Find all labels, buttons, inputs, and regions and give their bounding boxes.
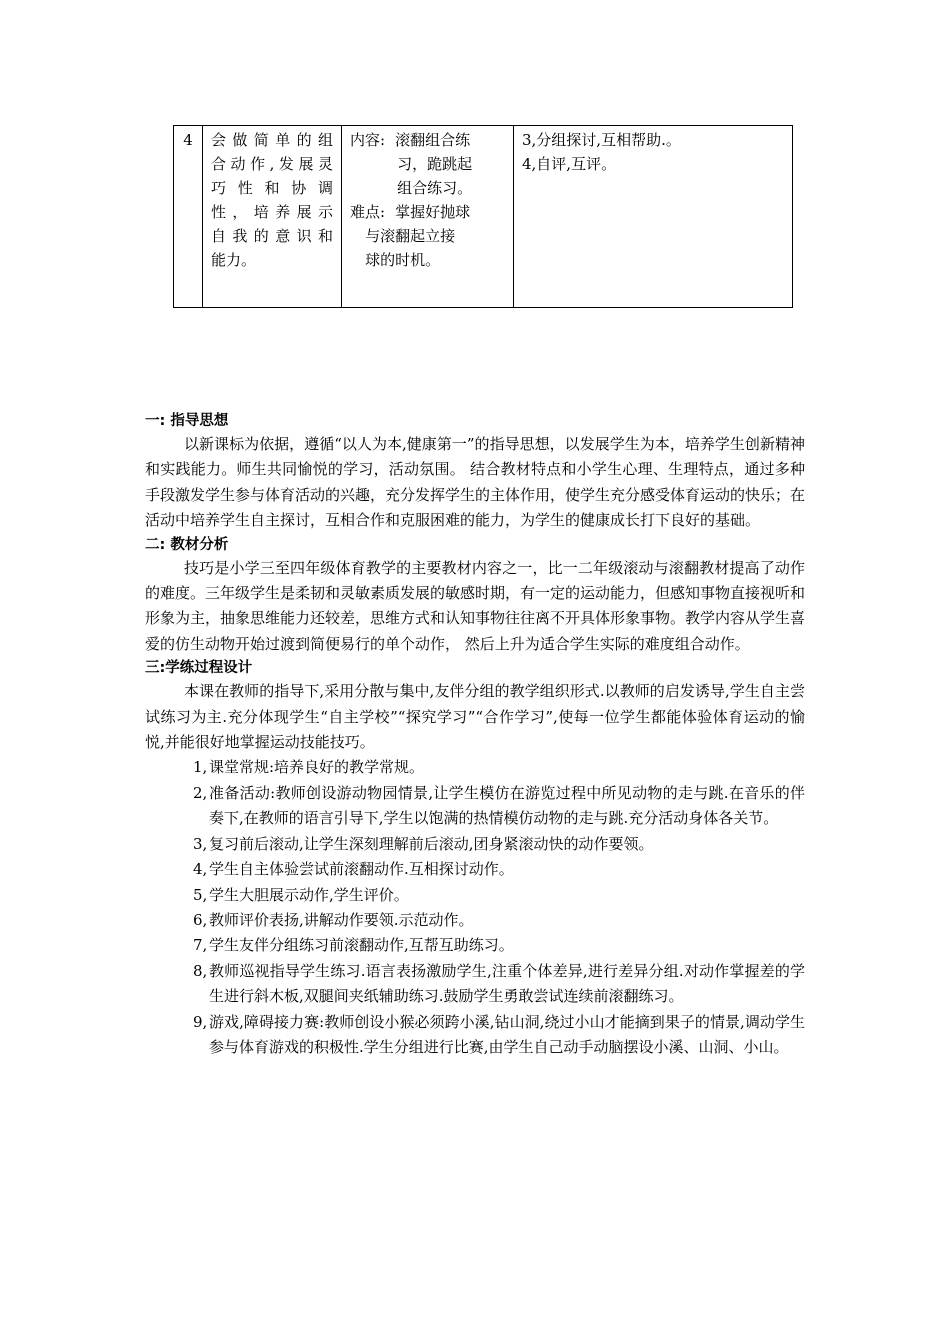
step-text: 教师评价表扬,讲解动作要领.示范动作。 (209, 910, 474, 929)
steps-list (145, 755, 805, 1060)
list-item (145, 1010, 805, 1061)
method-cell (514, 126, 793, 308)
content-block (350, 128, 505, 200)
row-number: 4 (174, 126, 203, 308)
step-number: 8, (193, 961, 208, 980)
goal-line: 巧性和协调 (211, 179, 333, 197)
content-label: 内容: (350, 131, 386, 149)
step-number: 9, (193, 1012, 208, 1031)
content-line: 组合练习。 (397, 179, 473, 197)
list-item (145, 959, 805, 1010)
table-row (174, 126, 793, 308)
content-cell (342, 126, 514, 308)
step-number: 6, (193, 910, 208, 929)
step-number: 5, (193, 885, 208, 904)
content-line: 滚翻组合练 (395, 131, 471, 149)
difficulty-line: 球的时机。 (365, 251, 441, 269)
step-number: 3, (193, 834, 208, 853)
goal-line: 性，培养展示 (211, 203, 333, 221)
method-line: 4,自评,互评。 (522, 155, 617, 173)
list-item (145, 908, 805, 933)
list-item (145, 755, 805, 780)
difficulty-label: 难点: (350, 203, 386, 221)
list-item (145, 781, 805, 832)
section-heading: 三:学练过程设计 (145, 660, 253, 677)
difficulty-line: 掌握好抛球 (395, 203, 471, 221)
step-text: 学生自主体验尝试前滚翻动作.互相探讨动作。 (209, 860, 514, 879)
step-number: 1, (193, 758, 208, 777)
goal-line: 自我的意识和 (211, 227, 333, 245)
step-number: 7, (193, 936, 208, 955)
lesson-table (173, 125, 793, 308)
step-text: 教师巡视指导学生练习.语言表扬激励学生,注重个体差异,进行差异分组.对动作掌握差的学生进行斜木板,双腿间夹纸辅助练习.鼓励学生勇敢尝试连续前滚翻练习。 (209, 961, 805, 1006)
list-item (145, 883, 805, 908)
section-paragraph: 技巧是小学三至四年级体育教学的主要教材内容之一，比一二年级滚动与滚翻教材提高了动作的难度。三年级学生是柔韧和灵敏素质发展的敏感时期，有一定的运动能力，但感知事物直接视听和形象为主，抽象思维能力还较差，思维方式和认知事物往往离不开具体形象事物。教学内容从学生喜爱的仿生动物开始过渡到简便易行的单个动作， 然后上升为适合学生实际的难度组合动作。 (145, 558, 806, 653)
step-text: 准备活动:教师创设游动物园情景,让学生模仿在游览过程中所见动物的走与跳.在音乐的伴奏下,在教师的语言引导下,学生以饱满的热情模仿动物的走与跳.充分活动身体各关节。 (209, 783, 805, 828)
document-body (145, 410, 805, 1060)
list-item (145, 832, 805, 857)
difficulty-block (350, 200, 505, 272)
step-text: 课堂常规:培养良好的教学常规。 (209, 758, 425, 777)
section-heading: 一: 指导思想 (145, 413, 229, 429)
method-line: 3,分组探讨,互相帮助.。 (522, 131, 681, 149)
step-number: 4, (193, 860, 208, 879)
content-line: 习，跪跳起 (397, 155, 473, 173)
step-text: 学生大胆展示动作,学生评价。 (209, 885, 409, 904)
difficulty-line: 与滚翻起立接 (365, 227, 456, 245)
section-heading: 二: 教材分析 (145, 536, 229, 553)
step-number: 2, (193, 783, 208, 802)
goal-line: 能力。 (211, 251, 257, 269)
step-text: 游戏,障碍接力赛:教师创设小猴必须跨小溪,钻山洞,绕过小山才能摘到果子的情景,调动学生参与体育游戏的积极性.学生分组进行比赛,由学生自己动手动脑摆设小溪、山洞、小山。 (209, 1012, 805, 1056)
section-paragraph: 本课在教师的指导下,采用分散与集中,友伴分组的教学组织形式.以教师的启发诱导,学生自主尝试练习为主.充分体现学生“自主学校”“探究学习”“合作学习”,使每一位学生都能体验体育运动的愉悦,并能很好地掌握运动技能技巧。 (145, 682, 805, 752)
goal-cell (203, 126, 342, 308)
goal-line: 合动作,发展灵 (211, 155, 333, 173)
list-item (145, 933, 805, 958)
step-text: 复习前后滚动,让学生深刻理解前后滚动,团身紧滚动快的动作要领。 (209, 834, 654, 853)
goal-line: 会做简单的组 (211, 131, 333, 149)
step-text: 学生友伴分组练习前滚翻动作,互帮互助练习。 (209, 936, 514, 955)
section-paragraph: 以新课标为依据，遵循“以人为本,健康第一”的指导思想，以发展学生为本，培养学生创新精神和实践能力。师生共同愉悦的学习，活动氛围。 结合教材特点和小学生心理、生理特点，通过多种手段激发学生参与体育活动的兴趣，充分发挥学生的主体作用，使学生充分感受体育运动的快乐；在活动中培养学生自主探讨，互相合作和克服困难的能力，为学生的健康成长打下良好的基础。 (145, 435, 806, 530)
list-item (145, 857, 805, 882)
